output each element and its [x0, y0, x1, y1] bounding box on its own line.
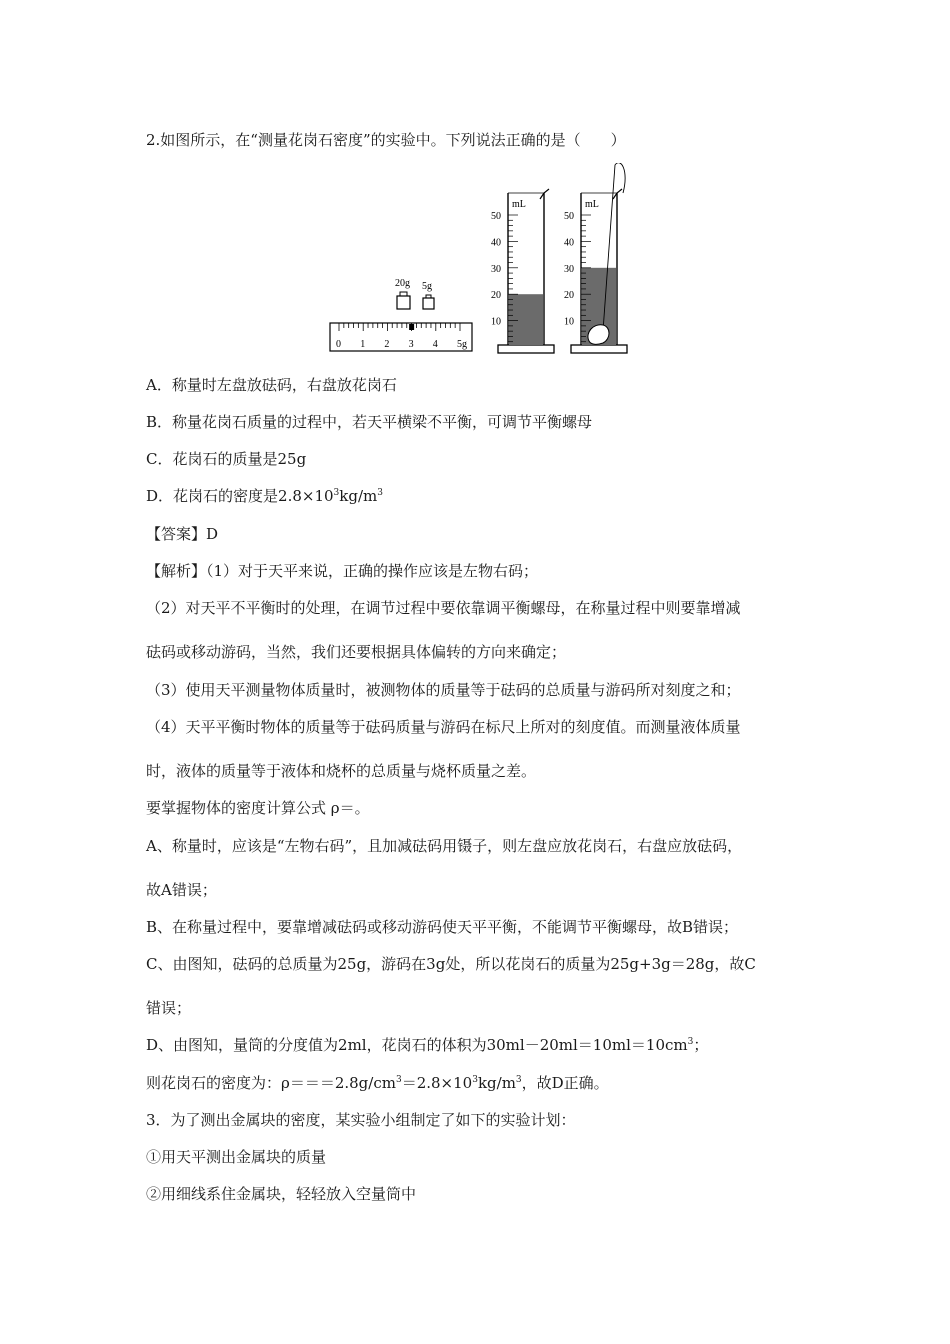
- weight-20g: [397, 292, 410, 309]
- ruler-rider: [409, 324, 414, 330]
- option-d: [146, 486, 383, 506]
- measuring-cylinder-2: [564, 163, 627, 353]
- question-3-step-1: ①用天平测出金属块的质量: [146, 1148, 327, 1166]
- analysis-line-d: [146, 1035, 708, 1055]
- weight-20g-label: 20g: [395, 278, 410, 289]
- analysis-line-5: （4）天平平衡时物体的质量等于砝码质量与游码在标尺上所对的刻度值。而测量液体质量: [146, 718, 741, 736]
- option-a: A．称量时左盘放砝码，右盘放花岗石: [146, 376, 397, 394]
- option-d-unit-exp: 3: [377, 488, 383, 498]
- analysis-line-8: A、称量时，应该是“左物右码”，且加减砝码用镊子，则左盘应放花岗石，右盘应放砝码，: [146, 837, 743, 855]
- density-exp3: 3: [515, 1075, 522, 1085]
- experiment-figure: [325, 163, 635, 357]
- option-d-unit: kg/m: [339, 487, 378, 505]
- cylinder-label-40: 40: [491, 237, 501, 249]
- question-2-stem: 2.如图所示，在“测量花岗石密度”的实验中。下列说法正确的是（ ）: [146, 131, 626, 149]
- analysis-line-3: 砝码或移动游码，当然，我们还要根据具体偏转的方向来确定；: [146, 643, 567, 661]
- analysis-d-end: ；: [693, 1036, 709, 1054]
- weight-5g: [423, 295, 434, 309]
- analysis-d-exp: 3: [687, 1037, 694, 1047]
- answer: 【答案】D: [146, 525, 219, 543]
- analysis-line-11: C、由图知，砝码的总质量为25g，游码在3g处，所以花岗石的质量为25g+3g＝28g，故C: [146, 955, 756, 973]
- ruler-label-0: 0: [336, 339, 341, 350]
- ruler-labels: [336, 339, 467, 350]
- analysis-line-7: 要掌握物体的密度计算公式 ρ＝。: [146, 799, 370, 817]
- option-d-text: D．花岗石的密度是2.8×10: [146, 487, 334, 505]
- analysis-line-9: 故A错误；: [146, 881, 217, 899]
- cylinder-label-30: 30: [491, 263, 501, 275]
- weight-5g-label: 5g: [422, 281, 432, 292]
- cylinder-unit: mL: [512, 199, 526, 210]
- cylinder-label-10: 10: [491, 316, 501, 328]
- measuring-cylinder-1: [491, 189, 554, 353]
- cylinder-label-40: 40: [564, 237, 574, 249]
- cylinder-unit: mL: [585, 199, 599, 210]
- ruler-ticks: [339, 323, 460, 331]
- option-b: B．称量花岗石质量的过程中，若天平横梁不平衡，可调节平衡螺母: [146, 413, 593, 431]
- analysis-line-2: （2）对天平不平衡时的处理，在调节过程中要依靠调平衡螺母，在称量过程中则要靠增减: [146, 599, 741, 617]
- ruler-label-1: 1: [360, 339, 366, 350]
- option-c: C．花岗石的质量是25g: [146, 450, 307, 468]
- question-3-stem: 3．为了测出金属块的密度，某实验小组制定了如下的实验计划：: [146, 1111, 576, 1129]
- analysis-d-text: D、由图知，量筒的分度值为2ml，花岗石的体积为30ml－20ml＝10ml＝10cm: [146, 1036, 688, 1054]
- analysis-line-10: B、在称量过程中，要靠增减砝码或移动游码使天平平衡，不能调节平衡螺母，故B错误；: [146, 918, 739, 936]
- ruler-label-3: 3: [408, 339, 414, 350]
- density-line: [146, 1073, 609, 1093]
- cylinder-base: [498, 345, 554, 353]
- cylinder-base: [571, 345, 627, 353]
- ruler-label-5: 5g: [457, 339, 467, 350]
- analysis-line-1: 【解析】（1）对于天平来说，正确的操作应该是左物右码；: [146, 562, 539, 580]
- analysis-line-4: （3）使用天平测量物体质量时，被测物体的质量等于砝码的总质量与游码所对刻度之和；: [146, 681, 741, 699]
- density-exp2: 3: [472, 1075, 478, 1085]
- question-3-step-2: ②用细线系住金属块，轻轻放入空量筒中: [146, 1185, 417, 1203]
- cylinder-label-50: 50: [491, 211, 501, 222]
- density-c: kg/m: [477, 1074, 516, 1092]
- density-a: 则花岗石的密度为：ρ＝＝＝2.8g/cm: [146, 1074, 396, 1092]
- density-b: ＝2.8×10: [401, 1074, 473, 1092]
- figure-svg: [325, 163, 635, 357]
- cylinder-label-20: 20: [564, 290, 574, 302]
- density-exp1: 3: [395, 1075, 402, 1085]
- cylinder-water: [509, 294, 543, 345]
- cylinder-label-20: 20: [491, 290, 501, 302]
- analysis-line-12: 错误；: [146, 999, 192, 1017]
- cylinder-label-50: 50: [564, 211, 574, 222]
- option-d-exp: 3: [333, 488, 340, 498]
- ruler-label-2: 2: [384, 339, 390, 350]
- cylinder-label-30: 30: [564, 263, 574, 275]
- density-d: ，故D正确。: [521, 1074, 609, 1092]
- analysis-line-6: 时，液体的质量等于液体和烧杯的总质量与烧杯质量之差。: [146, 762, 537, 780]
- ruler-label-4: 4: [432, 339, 438, 350]
- cylinder-label-10: 10: [564, 316, 574, 328]
